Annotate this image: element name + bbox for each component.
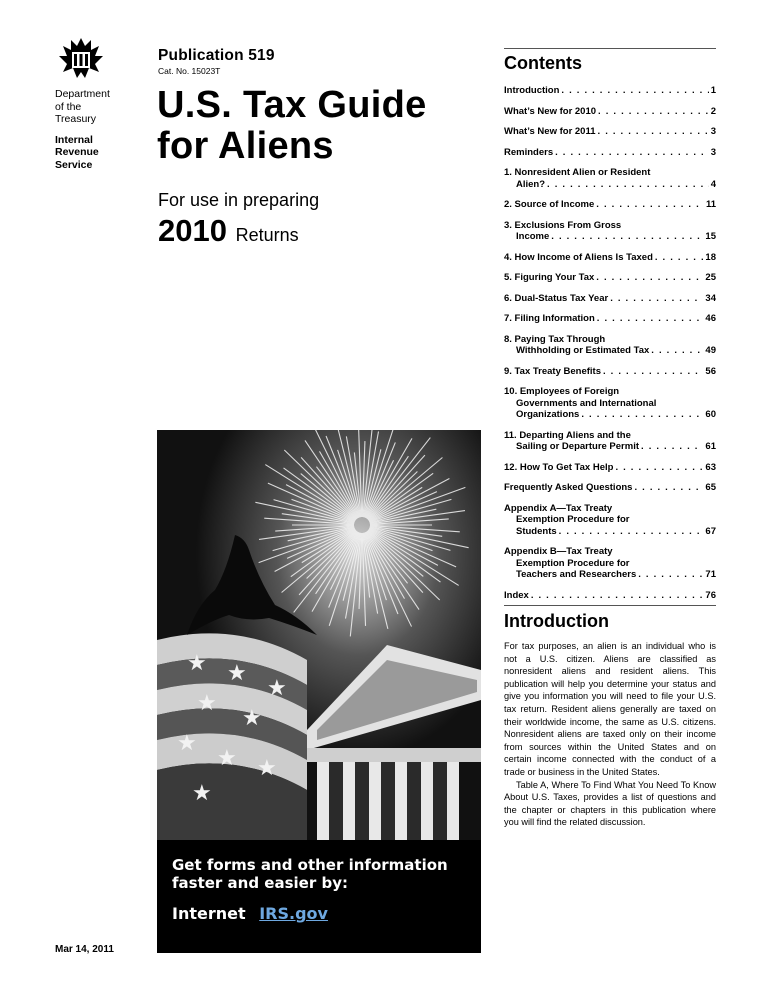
- toc-page-number: 67: [705, 525, 716, 537]
- toc-entry-label: 3. Exclusions From Gross: [504, 219, 622, 231]
- toc-entry-label: 8. Paying Tax Through: [504, 333, 606, 345]
- toc-entry-label: Governments and International: [516, 397, 657, 409]
- toc-leader-dots: [655, 252, 704, 264]
- toc-entry-label: 2. Source of Income: [504, 199, 595, 210]
- toc-entry-label: Frequently Asked Questions: [504, 482, 633, 493]
- toc-page-number: 60: [705, 409, 716, 420]
- returns-label: Returns: [235, 225, 299, 245]
- toc-leader-dots: [598, 106, 709, 118]
- toc-page-number: 3: [710, 146, 716, 158]
- toc-entry-label: Students: [516, 525, 557, 537]
- tax-year: 2010: [158, 213, 227, 248]
- toc-entry[interactable]: [504, 366, 716, 378]
- irs-gov-link[interactable]: IRS.gov: [259, 904, 328, 923]
- toc-page-number: 65: [705, 482, 716, 493]
- main-title: U.S. Tax Guide for Aliens: [157, 84, 427, 167]
- svg-text:★: ★: [192, 780, 212, 805]
- tax-year-line: [158, 213, 299, 249]
- toc-entry[interactable]: [504, 386, 716, 421]
- toc-page-number: 49: [705, 345, 716, 356]
- toc-entry-label: 4. How Income of Aliens Is Taxed: [504, 251, 653, 263]
- svg-text:★: ★: [177, 730, 197, 755]
- toc-entry-label: Teachers and Researchers: [516, 569, 637, 580]
- cover-art-panel: [157, 430, 481, 953]
- toc-entry-label: Index: [504, 589, 529, 601]
- toc-entry[interactable]: [504, 503, 716, 538]
- toc-entry[interactable]: [504, 147, 716, 159]
- toc-entry-label: Withholding or Estimated Tax: [516, 345, 650, 356]
- toc-entry-label: 5. Figuring Your Tax: [504, 272, 595, 283]
- toc-entry[interactable]: [504, 430, 716, 453]
- toc-entry-label: Organizations: [516, 409, 580, 420]
- toc-leader-dots: [531, 590, 704, 602]
- toc-leader-dots: [559, 526, 704, 538]
- toc-leader-dots: [597, 313, 704, 325]
- contents-heading: Contents: [504, 53, 582, 73]
- toc-leader-dots: [547, 179, 709, 191]
- cover-call-to-action: Get forms and other information faster and easier by:: [172, 856, 448, 892]
- department-name: Department of the Treasury: [55, 88, 110, 125]
- toc-entry-label: 6. Dual-Status Tax Year: [504, 292, 609, 304]
- toc-entry[interactable]: [504, 546, 716, 581]
- toc-entry-label: What’s New for 2010: [504, 105, 597, 117]
- toc-page-number: 56: [705, 365, 716, 377]
- toc-entry-label: Appendix A—Tax Treaty: [504, 502, 613, 514]
- toc-page-number: 1: [710, 85, 716, 96]
- toc-entry[interactable]: [504, 462, 716, 474]
- toc-entry-label: Sailing or Departure Permit: [516, 441, 640, 452]
- toc-page-number: 61: [705, 441, 716, 452]
- agency-block: [55, 88, 110, 171]
- toc-entry[interactable]: [504, 220, 716, 243]
- toc-leader-dots: [638, 569, 703, 581]
- toc-entry-label: Alien?: [516, 178, 546, 190]
- toc-page-number: 63: [705, 461, 716, 473]
- toc-leader-dots: [610, 293, 703, 305]
- contents-top-rule: [504, 48, 716, 49]
- toc-page-number: 4: [710, 178, 716, 190]
- toc-entry[interactable]: [504, 106, 716, 118]
- fireworks-eagle-flag-illustration: [157, 430, 481, 840]
- intro-paragraph-2: Table A, Where To Find What You Need To Know About U.S. Taxes, provides a list of questions and the chapter or chapters in this publication where you will find the related discussion.: [504, 779, 716, 828]
- toc-entry[interactable]: [504, 590, 716, 602]
- svg-text:★: ★: [267, 675, 287, 700]
- toc-entry-label: Appendix B—Tax Treaty: [504, 546, 613, 557]
- introduction-top-rule: [504, 605, 716, 606]
- toc-page-number: 11: [705, 199, 716, 210]
- revision-date: Mar 14, 2011: [55, 944, 114, 955]
- toc-page-number: 71: [705, 569, 716, 580]
- svg-text:★: ★: [197, 690, 217, 715]
- toc-leader-dots: [561, 85, 708, 97]
- toc-page-number: 76: [705, 589, 716, 601]
- toc-leader-dots: [551, 231, 703, 243]
- toc-entry-label: Introduction: [504, 85, 560, 96]
- catalog-number: Cat. No. 15023T: [158, 66, 221, 76]
- toc-leader-dots: [615, 462, 703, 474]
- toc-leader-dots: [651, 345, 703, 357]
- toc-entry[interactable]: [504, 482, 716, 494]
- toc-leader-dots: [581, 409, 703, 421]
- toc-leader-dots: [641, 441, 703, 453]
- toc-entry-label: 1. Nonresident Alien or Resident: [504, 167, 651, 178]
- toc-entry[interactable]: [504, 313, 716, 325]
- toc-entry-label: 12. How To Get Tax Help: [504, 461, 614, 473]
- publication-number: Publication 519: [158, 47, 275, 64]
- irs-name: Internal Revenue Service: [55, 133, 99, 171]
- toc-entry[interactable]: [504, 252, 716, 264]
- toc-entry[interactable]: [504, 85, 716, 97]
- internet-line: [172, 904, 328, 923]
- toc-leader-dots: [596, 272, 703, 284]
- internet-label: Internet: [172, 904, 246, 923]
- toc-entry-label: Exemption Procedure for: [516, 557, 630, 569]
- toc-page-number: 2: [710, 105, 716, 117]
- toc-page-number: 34: [705, 292, 716, 304]
- svg-text:★: ★: [242, 705, 262, 730]
- toc-leader-dots: [598, 126, 709, 138]
- toc-entry-label: Exemption Procedure for: [516, 514, 630, 525]
- toc-entry-label: 10. Employees of Foreign: [504, 386, 620, 397]
- toc-entry[interactable]: [504, 293, 716, 305]
- toc-page-number: 18: [705, 251, 716, 263]
- toc-entry[interactable]: [504, 334, 716, 357]
- toc-entry-label: Income: [516, 231, 550, 242]
- toc-entry[interactable]: [504, 199, 716, 211]
- toc-entry-label: Reminders: [504, 146, 554, 158]
- toc-entry[interactable]: [504, 126, 716, 138]
- prep-line: For use in preparing: [158, 190, 320, 210]
- toc-leader-dots: [596, 199, 704, 211]
- toc-entry[interactable]: [504, 167, 716, 190]
- toc-page-number: 25: [705, 272, 716, 283]
- introduction-heading: Introduction: [504, 611, 609, 631]
- toc-page-number: 46: [705, 313, 716, 324]
- svg-text:★: ★: [187, 650, 207, 675]
- toc-page-number: 3: [710, 126, 716, 137]
- toc-page-number: 15: [705, 231, 716, 242]
- toc-leader-dots: [555, 147, 709, 159]
- toc-entry-label: 7. Filing Information: [504, 313, 595, 324]
- toc-entry-label: What’s New for 2011: [504, 126, 596, 137]
- toc-leader-dots: [603, 366, 703, 378]
- toc-entry[interactable]: [504, 272, 716, 284]
- svg-text:★: ★: [227, 660, 247, 685]
- toc-entry-label: 9. Tax Treaty Benefits: [504, 365, 601, 377]
- flag: [157, 633, 307, 840]
- toc-leader-dots: [634, 482, 703, 494]
- svg-text:★: ★: [257, 755, 277, 780]
- toc-entry-label: 11. Departing Aliens and the: [504, 429, 631, 441]
- introduction-body: [504, 640, 716, 829]
- table-of-contents: [504, 85, 716, 610]
- intro-paragraph-1: For tax purposes, an alien is an individual who is not a U.S. citizen. Aliens are classified as nonresident aliens and resident aliens. This publication will help you determine your status and give you information you will need to file your U.S. tax return. Resident aliens generally are taxed on their worldwide income, the same as U.S. citizens. Nonresident aliens are taxed only on their income from sources within the United States and on certain income connected with the conduct of a trade or business in the United States.: [504, 641, 716, 777]
- irs-eagle-seal-logo: [55, 34, 107, 86]
- svg-text:★: ★: [217, 745, 237, 770]
